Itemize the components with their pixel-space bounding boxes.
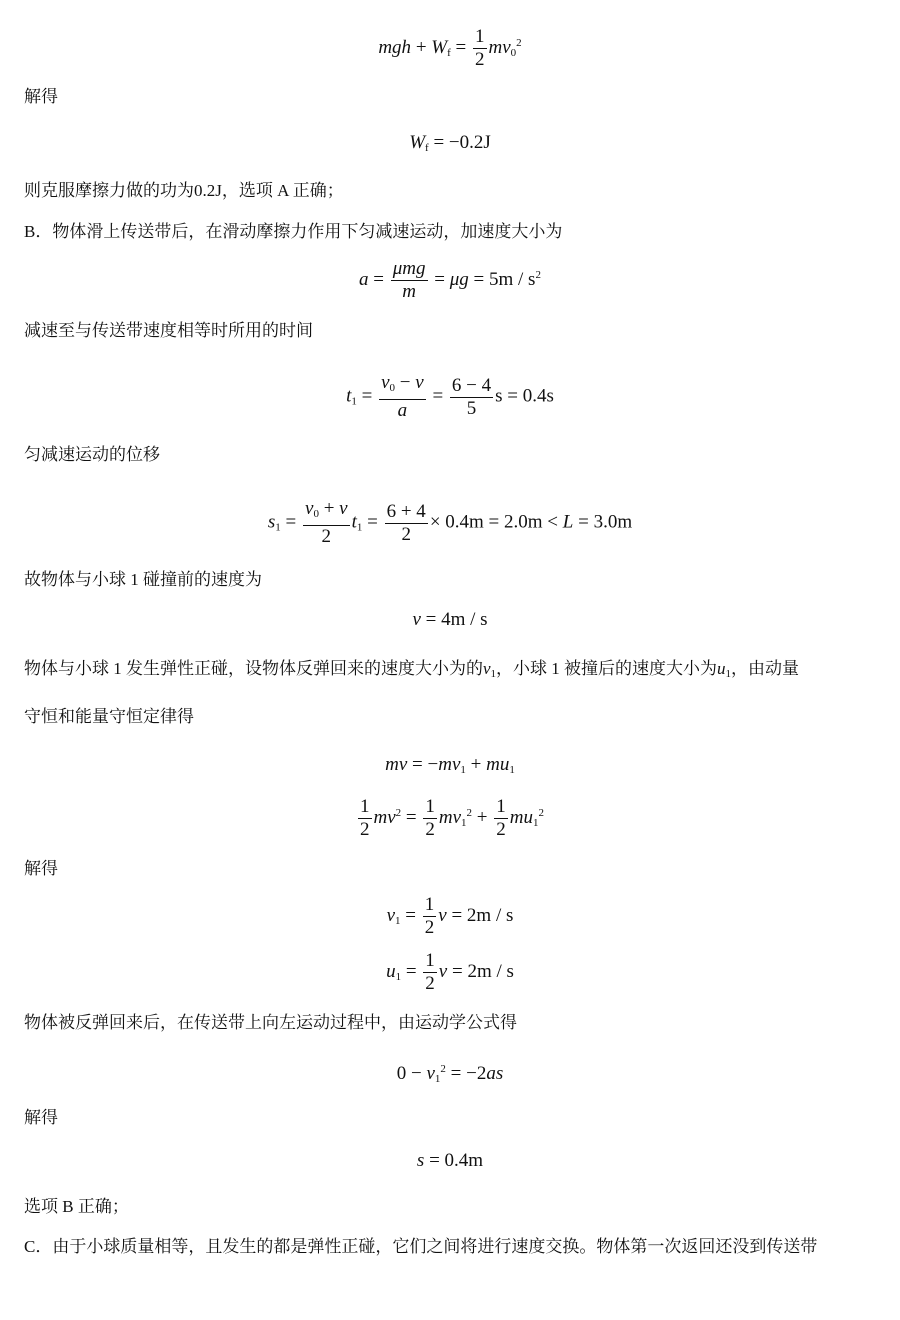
fraction: $\frac{1}{2}$ bbox=[425, 796, 435, 840]
text-line: 匀减速运动的位移 bbox=[24, 445, 160, 464]
text-segment: ，小球 1 被撞后的速度大小为 bbox=[496, 659, 718, 678]
text-line: B．物体滑上传送带后，在滑动摩擦力作用下匀减速运动，加速度大小为 bbox=[24, 222, 563, 241]
text-line: 减速至与传送带速度相等时所用的时间 bbox=[24, 321, 313, 340]
text-line: 故物体与小球 1 碰撞前的速度为 bbox=[24, 570, 262, 589]
equation-kinetic-energy: $\frac{1}{2}$ $mv^2$ = $\frac{1}{2}$ $mv_1^2$ + $\frac{1}{2}$ $mu_1^2$ bbox=[360, 796, 544, 840]
fraction: $\frac{1}{2}$ bbox=[496, 796, 506, 840]
fraction: $\frac{1}{2}$ bbox=[424, 894, 435, 938]
fraction: $\frac{6 + 4}{2}$ bbox=[386, 500, 426, 545]
equation-momentum: mv = $-mv_1 + mu_1$ bbox=[385, 754, 515, 776]
fraction: $\frac{1}{2}$ bbox=[475, 26, 485, 70]
text-line: 解得 bbox=[24, 859, 58, 878]
equation-energy: mgh + $W_f$ = $\frac{1}{2}$ $mv_0^2$ bbox=[378, 26, 522, 70]
text-line: 选项 B 正确； bbox=[24, 1197, 129, 1216]
fraction: $\frac{v_0 - v}{a}$ bbox=[381, 372, 424, 421]
equation-kinematics: $0 - v_1^2 = -2as$ bbox=[396, 1063, 504, 1085]
text-line: C．由于小球质量相等，且发生的都是弹性正碰，它们之间将进行速度交换。物体第一次返回还没到传送带 bbox=[24, 1237, 818, 1256]
equation-displacement: $s_1$ = $\frac{v_0 + v}{2}$ $t_1$ = $\frac{6 + 4}{2}$ × 0.4m = 2.0m < L = 3.0m bbox=[267, 498, 633, 547]
equation-acceleration: a = $\frac{\text{μmg}}{m}$ = $\mu g = 5m / s^2$ bbox=[359, 258, 541, 302]
fraction: $\frac{1}{2}$ bbox=[360, 796, 370, 840]
equation-u1: $u_1$ = $\frac{1}{2}$ v = 2m / s bbox=[386, 950, 514, 994]
text-segment: ，由动量 bbox=[731, 659, 800, 678]
text-line: 解得 bbox=[24, 87, 58, 106]
equation-distance: s = 0.4m bbox=[416, 1150, 484, 1171]
equation-v1: $v_1$ = $\frac{1}{2}$ v = 2m / s bbox=[386, 894, 514, 938]
text-line: 物体被反弹回来后，在传送带上向左运动过程中，由运动学公式得 bbox=[24, 1013, 517, 1032]
fraction: $\frac{v_0 + v}{2}$ bbox=[305, 498, 348, 547]
fraction: $\frac{\text{μmg}}{m}$ bbox=[392, 258, 426, 302]
fraction: $\frac{6 - 4}{5}$ bbox=[451, 374, 492, 419]
text-line: 物体与小球 1 发生弹性正碰，设物体反弹回来的速度大小为的$v_1$，小球 1 被撞后的速度大小为$u_1$，由动量 bbox=[24, 659, 800, 680]
fraction: $\frac{1}{2}$ bbox=[425, 950, 435, 994]
equation-time: $t_1$ = $\frac{v_0 - v}{a}$ = $\frac{6 - 4}{5}$ s = 0.4s bbox=[346, 372, 554, 421]
text-line: 解得 bbox=[24, 1108, 58, 1127]
equation-velocity: v = 4m / s bbox=[412, 609, 488, 630]
text-segment: 物体与小球 1 发生弹性正碰，设物体反弹回来的速度大小为的 bbox=[24, 659, 483, 678]
text-line: 则克服摩擦力做的功为0.2J，选项 A 正确； bbox=[24, 181, 344, 200]
equation-work: $W_f = -0.2J$ bbox=[409, 132, 491, 154]
text-line: 守恒和能量守恒定律得 bbox=[24, 707, 194, 726]
